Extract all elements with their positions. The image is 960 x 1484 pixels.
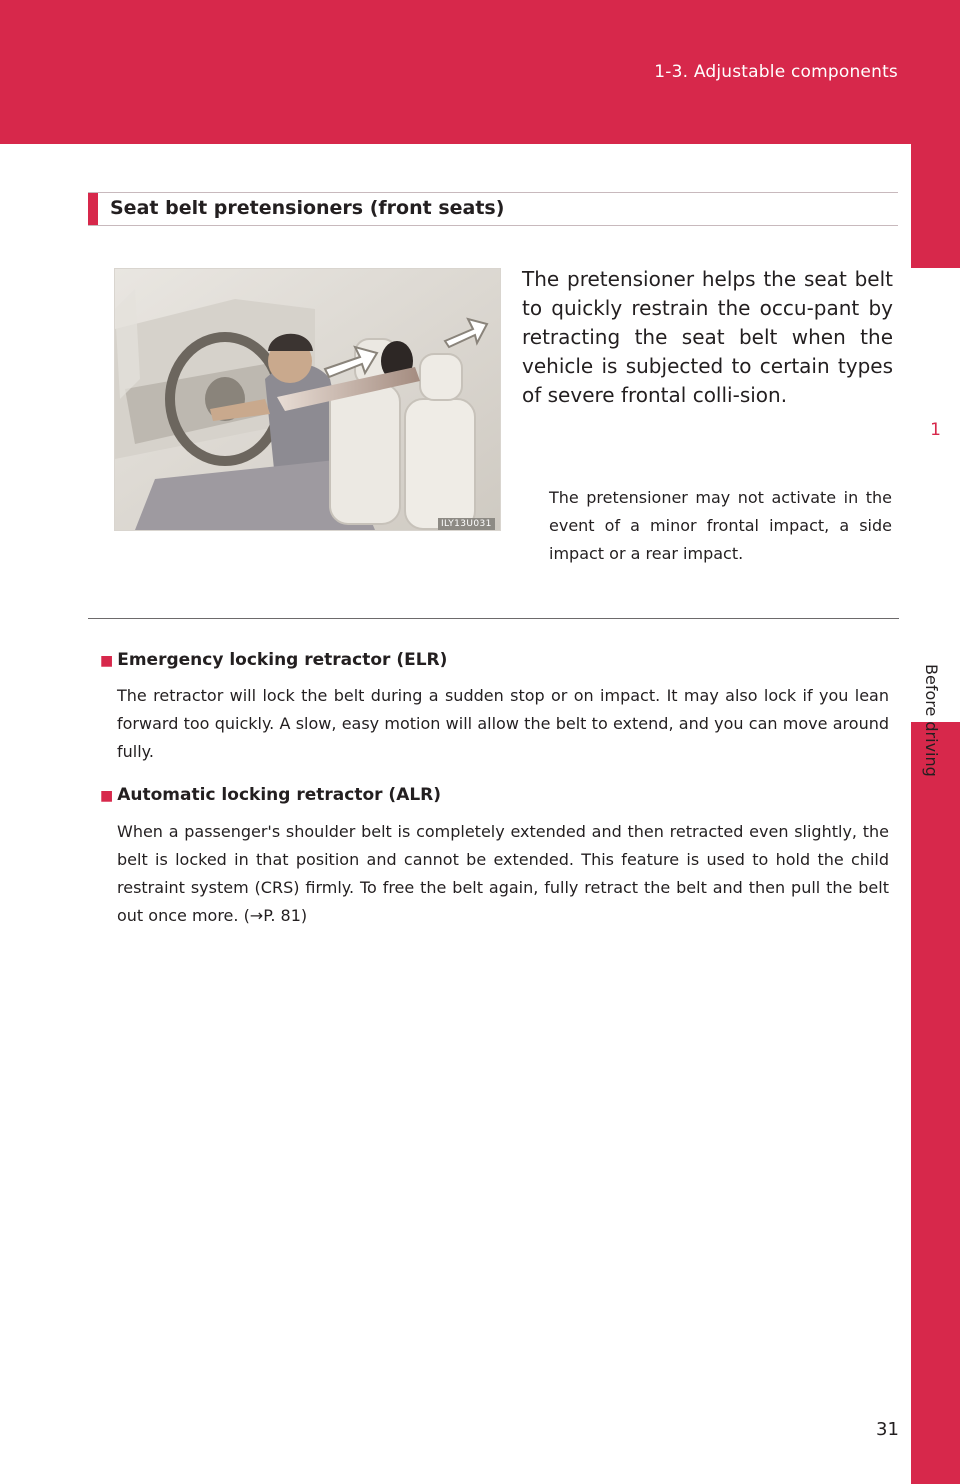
section-marker bbox=[88, 193, 98, 225]
driver-seat-illustration bbox=[115, 269, 500, 530]
alr-heading bbox=[100, 785, 441, 805]
illustration-code: ILY13U031 bbox=[438, 518, 495, 530]
pretensioner-illustration bbox=[114, 268, 501, 531]
chapter-label: Before driving bbox=[922, 664, 941, 777]
header-section-title: 1-3. Adjustable components bbox=[654, 62, 898, 82]
section-heading-bar bbox=[88, 192, 898, 226]
square-bullet-icon: ■ bbox=[100, 653, 114, 669]
chapter-tab-panel bbox=[911, 268, 960, 777]
page-header bbox=[0, 0, 960, 144]
section-title: Seat belt pretensioners (front seats) bbox=[110, 197, 505, 219]
elr-heading-text: Emergency locking retractor (ELR) bbox=[117, 650, 448, 670]
page-number: 31 bbox=[876, 1419, 899, 1440]
pretensioner-note: The pretensioner may not activate in the event of a minor frontal impact, a side impact or a rear impact. bbox=[549, 488, 892, 563]
elr-description: The retractor will lock the belt during a sudden stop or on impact. It may also lock if you lean forward too quickly. A slow, easy motion will allow the belt to extend, and you can move around fully. bbox=[117, 686, 889, 761]
chapter-side-tab bbox=[911, 144, 960, 1484]
square-bullet-icon: ■ bbox=[100, 788, 114, 804]
alr-heading-text: Automatic locking retractor (ALR) bbox=[117, 785, 442, 805]
chapter-number: 1 bbox=[930, 420, 941, 440]
pretensioner-description: The pretensioner helps the seat belt to quickly restrain the occu-pant by retracting the seat belt when the vehicle is subjected to certain types of severe frontal colli-sion. bbox=[522, 267, 893, 407]
elr-heading bbox=[100, 650, 447, 670]
alr-description: When a passenger's shoulder belt is completely extended and then retracted even slightly, the belt is locked in that position and cannot be extended. This feature is used to hold the child restraint system (CRS) firmly. To free the belt again, fully retract the belt and then pull the belt out once more. (→P. 81) bbox=[117, 822, 889, 925]
section-divider bbox=[88, 618, 899, 619]
